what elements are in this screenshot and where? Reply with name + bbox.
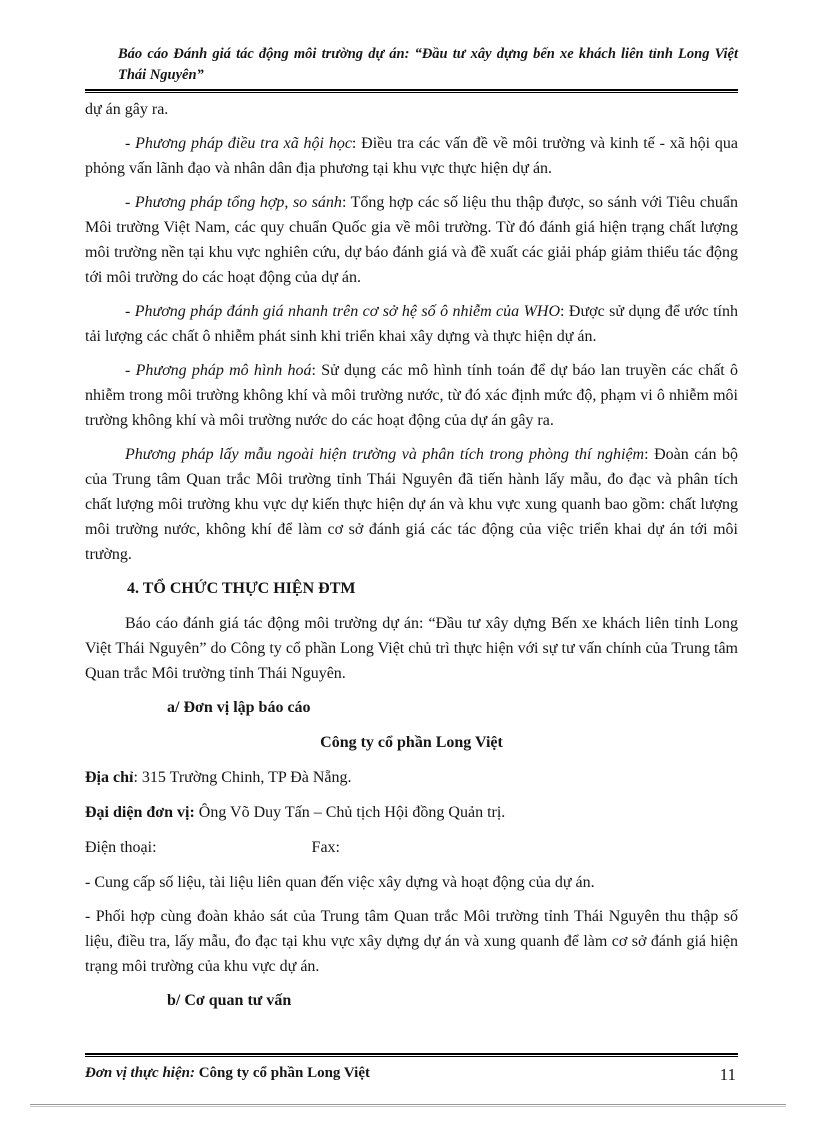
method-model-rest: : Sử dụng các mô hình tính toán để dự báo lan truyền các chất ô nhiễm trong môi trường không khí và môi trường nước, từ đó xác định mức độ, phạm vi ô nhiễm môi trường không khí và môi trường nước do các hoạt động của dự án gây ra.	[85, 362, 738, 429]
paragraph-organization: Báo cáo đánh giá tác động môi trường dự án: “Đầu tư xây dựng Bến xe khách liên tỉnh Long Việt Thái Nguyên” do Công ty cổ phần Long Việt chủ trì thực hiện với sự tư vấn chính của Trung tâm Quan trắc Môi trường tỉnh Thái Nguyên.	[85, 615, 738, 682]
section-heading-4: 4. TỔ CHỨC THỰC HIỆN ĐTM	[127, 580, 356, 597]
paragraph-carryover: dự án gây ra.	[85, 101, 169, 118]
method-survey-lead: - Phương pháp điều tra xã hội học	[125, 135, 352, 152]
method-survey-rest: : Điều tra các vấn đề về môi trường và kinh tế - xã hội qua phỏng vấn lãnh đạo và nhân dân địa phương tại khu vực thực hiện dự án.	[85, 135, 738, 177]
footer-credit-label: Đơn vị thực hiện:	[85, 1065, 195, 1081]
footer-credit	[85, 1065, 370, 1082]
header-divider	[85, 89, 738, 93]
header-title: Báo cáo Đánh giá tác động môi trường dự án: “Đầu tư xây dựng bến xe khách liên tỉnh Long Việt Thái Nguyên”	[118, 46, 738, 83]
document-body	[85, 97, 738, 1013]
page-footer	[85, 1053, 738, 1085]
method-rapid-rest: : Được sử dụng để ước tính tải lượng các chất ô nhiễm phát sinh khi triển khai xây dựng và thực hiện dự án.	[85, 303, 738, 345]
page-number: 11	[719, 1065, 736, 1084]
footer-divider	[85, 1053, 738, 1057]
representative-value: Ông Võ Duy Tấn – Chủ tịch Hội đồng Quản trị.	[194, 804, 506, 821]
fax-label: Fax:	[311, 839, 340, 856]
method-sampling-rest: : Đoàn cán bộ của Trung tâm Quan trắc Môi trường tỉnh Thái Nguyên đã tiến hành lấy mẫu, đo đạc và phân tích chất lượng môi trường khu vực dự kiến thực hiện dự án và khu vực xung quanh bao gồm: chất lượng môi trường nước, không khí để làm cơ sở đánh giá các tác động của việc triển khai dự án tới môi trường.	[85, 446, 738, 563]
paragraph-method-model	[85, 358, 738, 433]
address-value: : 315 Trường Chinh, TP Đà Nẵng.	[133, 769, 352, 786]
footer-credit-value: Công ty cổ phần Long Việt	[194, 1065, 370, 1081]
method-rapid-lead: - Phương pháp đánh giá nhanh trên cơ sở hệ số ô nhiễm của WHO	[125, 303, 561, 320]
paragraph-representative	[85, 800, 738, 825]
method-model-lead: - Phương pháp mô hình hoá	[125, 362, 312, 379]
paragraph-method-rapid	[85, 299, 738, 349]
paragraph-method-survey	[85, 131, 738, 181]
page-header	[85, 44, 738, 86]
page-bottom-edge	[30, 1104, 786, 1107]
subsection-a-label: a/ Đơn vị lập báo cáo	[167, 699, 311, 716]
paragraph-phone-fax	[85, 835, 738, 860]
representative-label: Đại diện đơn vị:	[85, 804, 195, 821]
paragraph-address	[85, 765, 738, 790]
address-label: Địa chỉ	[85, 769, 134, 786]
subsection-b-label: b/ Cơ quan tư vấn	[167, 992, 292, 1009]
method-compare-rest: : Tổng hợp các số liệu thu thập được, so sánh với Tiêu chuẩn Môi trường Việt Nam, các quy chuẩn Quốc gia về môi trường. Từ đó đánh giá hiện trạng chất lượng môi trường nền tại khu vực nghiên cứu, dự báo đánh giá và đề xuất các giải pháp giảm thiểu tác động tới môi trường do các hoạt động của dự án.	[85, 194, 738, 286]
paragraph-method-sampling	[85, 442, 738, 567]
method-sampling-lead: Phương pháp lấy mẫu ngoài hiện trường và phân tích trong phòng thí nghiệm	[125, 446, 645, 463]
paragraph-method-compare	[85, 190, 738, 290]
company-name: Công ty cổ phần Long Việt	[320, 734, 503, 751]
paragraph-support-2: - Phối hợp cùng đoàn khảo sát của Trung tâm Quan trắc Môi trường tỉnh Thái Nguyên thu thập số liệu, điều tra, lấy mẫu, đo đạc tại khu vực xây dựng dự án và xung quanh để làm cơ sở đánh giá hiện trạng môi trường của khu vực dự án.	[85, 908, 738, 975]
method-compare-lead: - Phương pháp tổng hợp, so sánh	[125, 194, 342, 211]
paragraph-support-1: - Cung cấp số liệu, tài liệu liên quan đến việc xây dựng và hoạt động của dự án.	[85, 874, 595, 891]
phone-label: Điện thoại:	[85, 839, 157, 856]
